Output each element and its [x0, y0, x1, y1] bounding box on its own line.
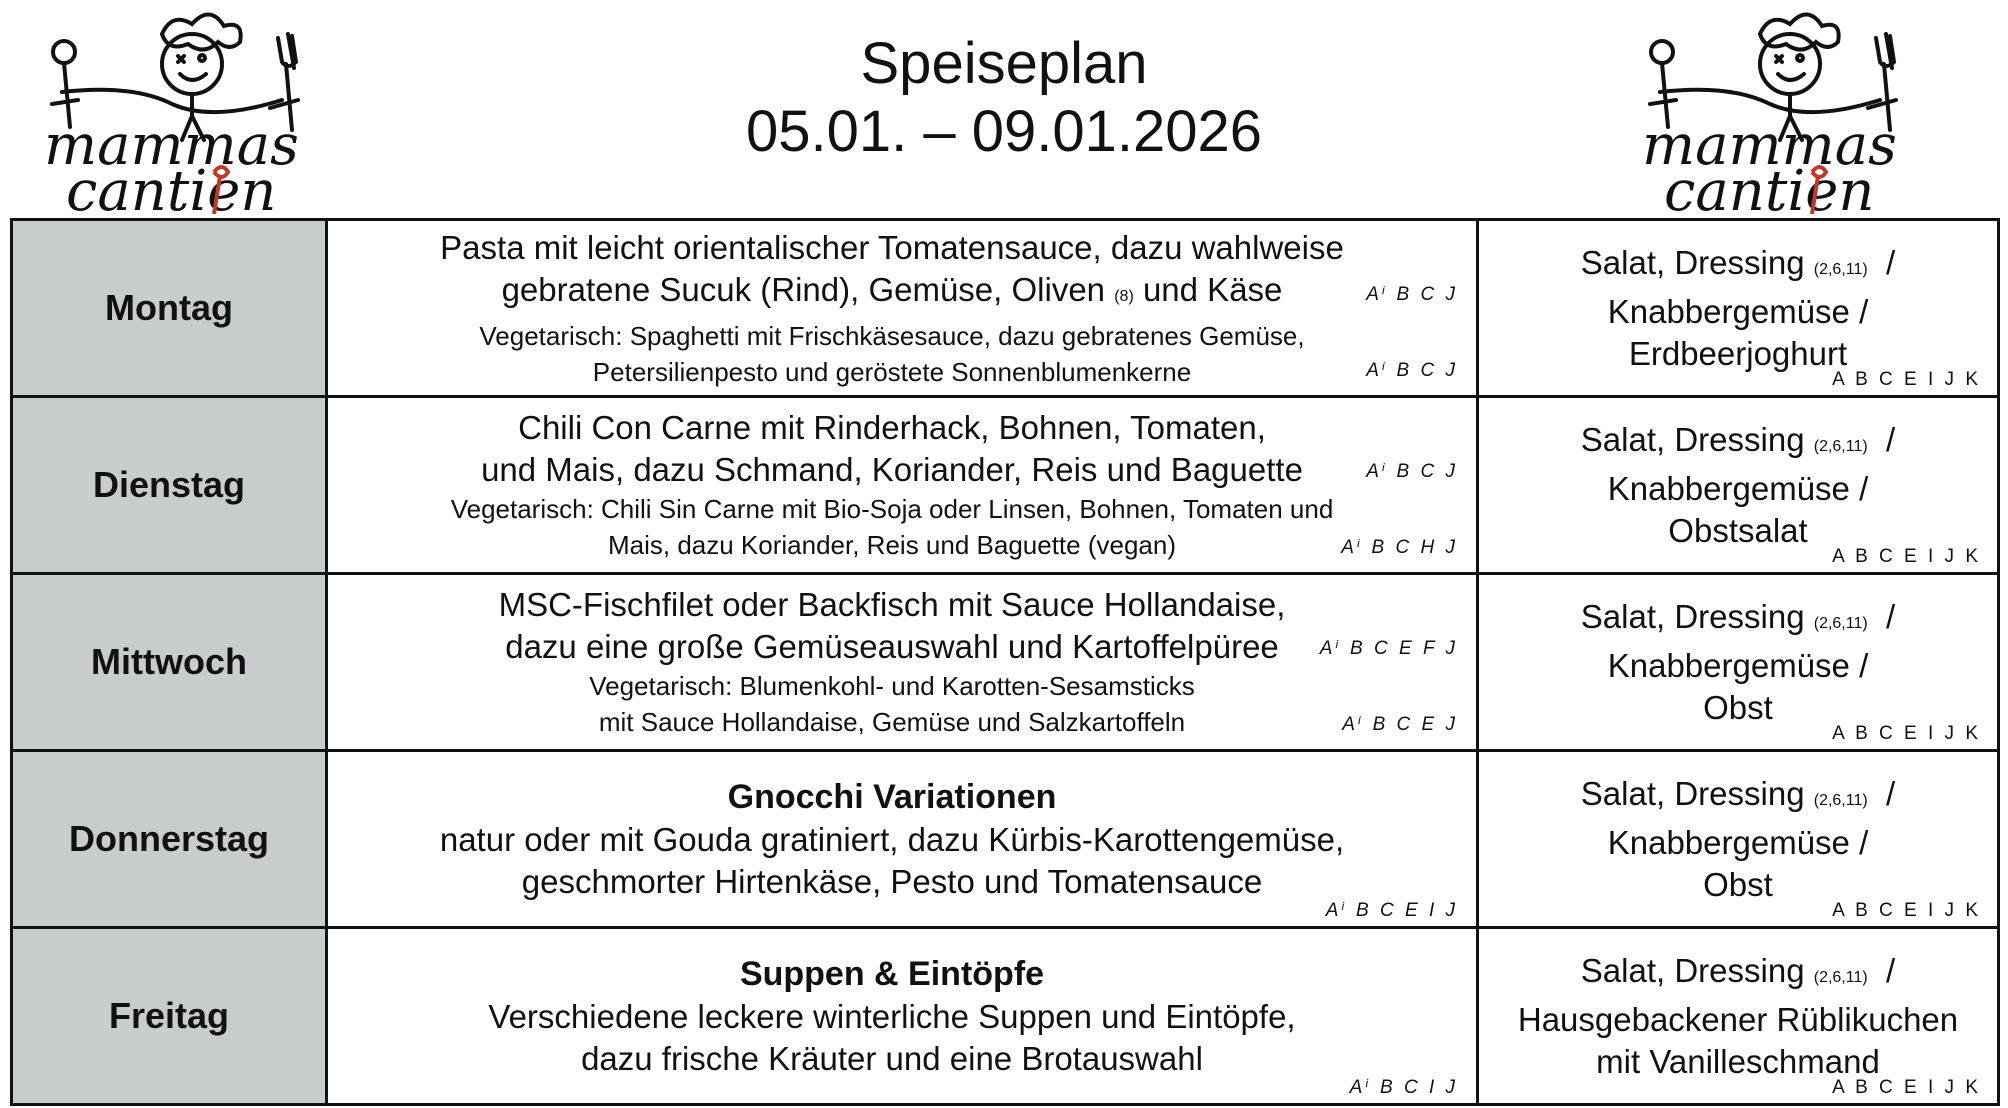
main-allergen-codes: Aⁱ B C I J	[1349, 1077, 1458, 1098]
vegetarian-line: Mais, dazu Koriander, Reis und Baguette (vegan)	[607, 530, 1176, 560]
side-dish-cell	[1478, 928, 1999, 1105]
veg-allergen-codes: Aⁱ B C E J	[1342, 714, 1458, 735]
side-salad: Salat, Dressing	[1580, 597, 1805, 635]
menu-table	[10, 218, 2000, 1106]
side-allergen-codes: A B C E I J K	[1832, 1077, 1981, 1098]
logo-word-mammas: mammas	[44, 113, 299, 178]
main-dish-line: und Mais, dazu Schmand, Koriander, Reis und Baguette	[481, 451, 1303, 488]
mammas-cantien-logo-right	[1640, 4, 1940, 214]
veg-allergen-codes: Aⁱ B C H J	[1341, 537, 1458, 558]
side-allergen-codes: A B C E I J K	[1832, 900, 1981, 921]
day-label: Dienstag	[12, 397, 327, 574]
side-line: Knabbergemüse /	[1607, 292, 1869, 330]
vegetarian-line: Petersilienpesto und geröstete Sonnenblumenkerne	[592, 356, 1192, 387]
side-slash: /	[1886, 420, 1896, 458]
side-slash: /	[1886, 774, 1896, 812]
dessert-line: Obstsalat	[1668, 511, 1808, 549]
side-line	[1479, 773, 1997, 822]
page-header	[500, 30, 1508, 167]
side-line: Knabbergemüse /	[1607, 823, 1869, 861]
main-allergen-codes: Aⁱ B C J	[1366, 284, 1458, 305]
side-line: Knabbergemüse /	[1607, 469, 1869, 507]
vegetarian-line: Vegetarisch: Spaghetti mit Frischkäsesauce, dazu gebratenes Gemüse,	[479, 320, 1305, 351]
side-slash: /	[1886, 597, 1896, 635]
main-dish-line: natur oder mit Gouda gratiniert, dazu Kürbis-Karottengemüse,	[439, 821, 1345, 858]
main-dish-line: Pasta mit leicht orientalischer Tomatensauce, dazu wahlweise	[440, 228, 1344, 266]
side-slash: /	[1886, 243, 1896, 281]
vegetarian-line: mit Sauce Hollandaise, Gemüse und Salzkartoffeln	[598, 707, 1186, 737]
main-dish-line: MSC-Fischfilet oder Backfisch mit Sauce Hollandaise,	[498, 586, 1286, 623]
side-allergen-codes: A B C E I J K	[1832, 723, 1981, 744]
side-salad: Salat, Dressing	[1580, 774, 1805, 812]
main-dish-line: dazu eine große Gemüseauswahl und Kartoffelpüree	[505, 628, 1279, 665]
day-label: Montag	[12, 220, 327, 397]
main-dish-line: Verschiedene leckere winterliche Suppen und Eintöpfe,	[488, 998, 1296, 1035]
dessert-line: Erdbeerjoghurt	[1628, 334, 1848, 372]
additive-number: (2,6,11)	[1813, 437, 1868, 455]
page-title: Speiseplan	[860, 31, 1148, 96]
side-line	[1479, 242, 1997, 291]
side-line	[1479, 596, 1997, 645]
menu-row-mittwoch	[12, 574, 1999, 751]
main-dish-text: gebratene Sucuk (Rind), Gemüse, Oliven	[501, 270, 1115, 308]
day-label: Donnerstag	[12, 751, 327, 928]
logo-word-cantien: cantien	[1664, 159, 1875, 214]
side-salad: Salat, Dressing	[1580, 243, 1805, 281]
main-dish-line: Chili Con Carne mit Rinderhack, Bohnen, Tomaten,	[518, 409, 1266, 446]
menu-row-donnerstag	[12, 751, 1999, 928]
side-line: Knabbergemüse /	[1607, 646, 1869, 684]
side-line	[1479, 950, 1997, 999]
side-salad: Salat, Dressing	[1580, 420, 1805, 458]
mammas-cantien-logo-left	[42, 4, 342, 214]
menu-row-dienstag	[12, 397, 1999, 574]
side-allergen-codes: A B C E I J K	[1832, 369, 1981, 390]
main-dish-cell	[327, 751, 1478, 928]
menu-row-montag	[12, 220, 1999, 397]
main-dish-text: und Käse	[1133, 270, 1283, 308]
additive-number: (8)	[1114, 287, 1134, 305]
vegetarian-line: Vegetarisch: Chili Sin Carne mit Bio-Soja oder Linsen, Bohnen, Tomaten und	[450, 494, 1334, 524]
side-salad: Salat, Dressing	[1580, 951, 1805, 989]
dessert-line: Obst	[1703, 865, 1773, 903]
main-dish-line: geschmorter Hirtenkäse, Pesto und Tomatensauce	[521, 863, 1263, 900]
additive-number: (2,6,11)	[1813, 260, 1868, 278]
main-allergen-codes: Aⁱ B C E I J	[1325, 900, 1458, 921]
dessert-line: Obst	[1703, 688, 1773, 726]
vegetarian-line: Vegetarisch: Blumenkohl- und Karotten-Sesamsticks	[589, 671, 1195, 701]
logo-word-mammas: mammas	[1642, 113, 1897, 178]
additive-number: (2,6,11)	[1813, 968, 1868, 986]
dish-title: Suppen & Eintöpfe	[739, 955, 1045, 993]
dish-title: Gnocchi Variationen	[727, 778, 1057, 816]
menu-row-freitag	[12, 928, 1999, 1105]
main-dish-cell	[327, 397, 1478, 574]
additive-number: (2,6,11)	[1813, 791, 1868, 809]
veg-allergen-codes: Aⁱ B C J	[1366, 360, 1458, 381]
main-dish-cell	[327, 574, 1478, 751]
main-allergen-codes: Aⁱ B C J	[1366, 461, 1458, 482]
side-dish-cell	[1478, 574, 1999, 751]
side-dish-cell	[1478, 220, 1999, 397]
main-dish-line: dazu frische Kräuter und eine Brotauswahl	[581, 1040, 1203, 1077]
additive-number: (2,6,11)	[1813, 614, 1868, 632]
date-range: 05.01. – 09.01.2026	[745, 99, 1263, 165]
day-label: Freitag	[12, 928, 327, 1105]
dessert-line: mit Vanilleschmand	[1596, 1042, 1880, 1080]
side-allergen-codes: A B C E I J K	[1832, 546, 1981, 567]
main-dish-line	[418, 269, 1366, 318]
main-dish-cell	[327, 928, 1478, 1105]
side-dish-cell	[1478, 751, 1999, 928]
side-line	[1479, 419, 1997, 468]
side-line: Hausgebackener Rüblikuchen	[1517, 1000, 1959, 1038]
main-dish-cell	[327, 220, 1478, 397]
main-allergen-codes: Aⁱ B C E F J	[1319, 638, 1458, 659]
logo-word-cantien: cantien	[66, 159, 277, 214]
side-dish-cell	[1478, 397, 1999, 574]
side-slash: /	[1886, 951, 1896, 989]
day-label: Mittwoch	[12, 574, 327, 751]
